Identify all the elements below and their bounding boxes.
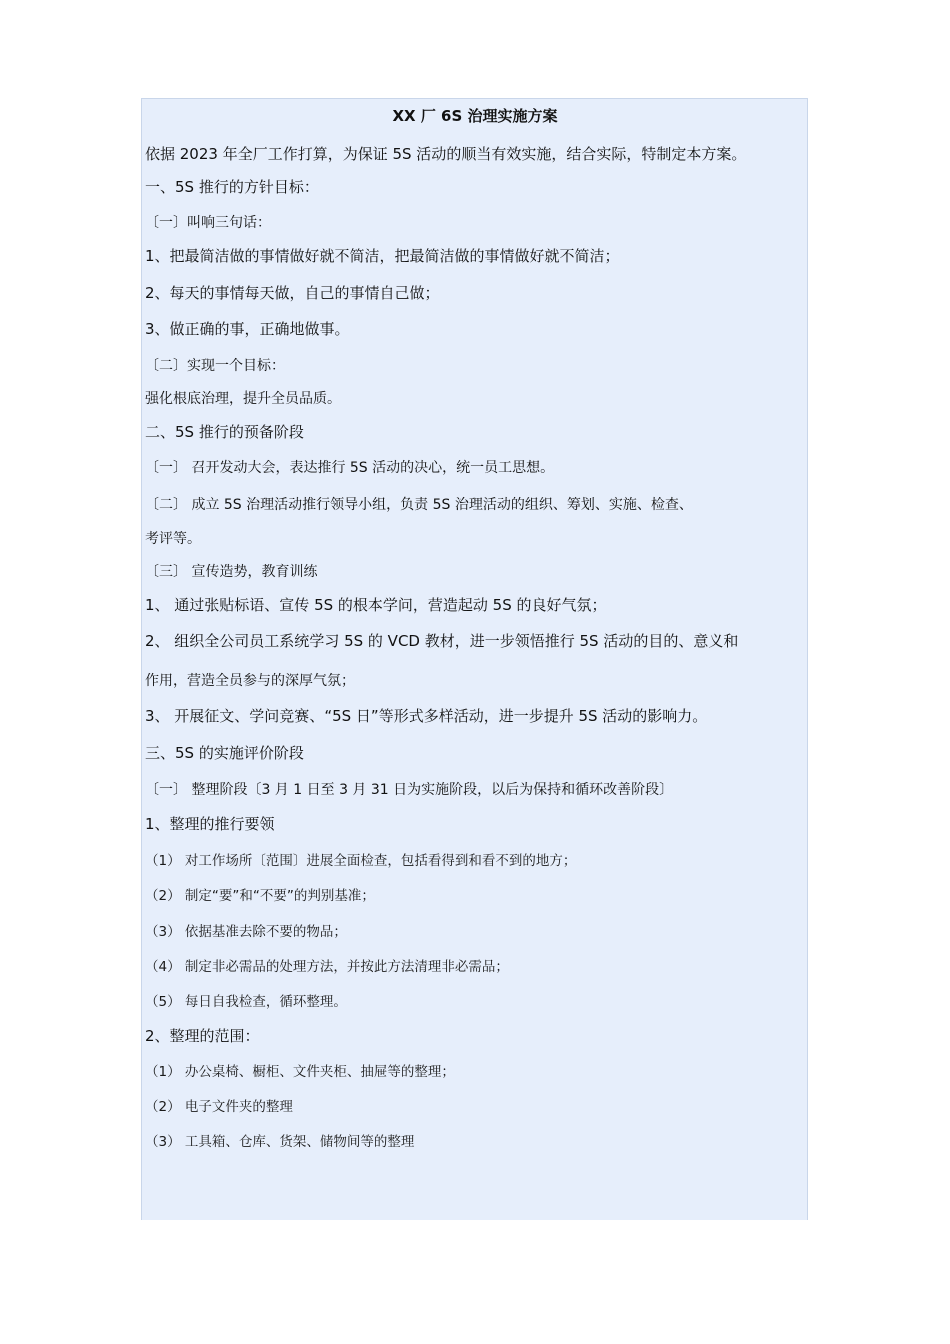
section3-p1: 〔一〕 整理阶段〔3 月 1 日至 3 月 31 日为实施阶段，以后为保持和循环改善阶段〕 [145,782,674,798]
section2-p3: 〔三〕 宣传造势，教育训练 [145,564,318,580]
intro-paragraph: 依据 2023 年全厂工作打算，为保证 5S 活动的顺当有效实施，结合实际，特制定本方案。 [145,145,747,163]
section1-sub2: 〔二〕实现一个目标： [145,358,285,374]
section3-heading2: 2、整理的范围： [145,1027,260,1045]
section2-item1: 1、 通过张贴标语、宣传 5S 的根本学问，营造起动 5S 的良好气氛； [145,596,607,614]
section2-p2-line2: 考评等。 [145,531,201,547]
section2-heading: 二、5S 推行的预备阶段 [145,423,304,441]
section3-scope1: （1） 办公桌椅、橱柜、文件夹柜、抽屉等的整理； [145,1064,455,1080]
section3-rule4: （4） 制定非必需品的处理方法，并按此方法清理非必需品； [145,959,509,975]
section2-item2-line1: 2、 组织全公司员工系统学习 5S 的 VCD 教材，进一步领悟推行 5S 活动的目的、意义和 [145,632,739,650]
section3-rule3: （3） 依据基准去除不要的物品； [145,924,347,940]
section1-item1: 1、把最简洁做的事情做好就不简洁，把最简洁做的事情做好就不简洁； [145,247,620,265]
section3-scope3: （3） 工具箱、仓库、货架、储物间等的整理 [145,1134,415,1150]
section3-rule5: （5） 每日自我检查，循环整理。 [145,994,347,1010]
section1-item2: 2、每天的事情每天做，自己的事情自己做； [145,284,440,302]
section1-goal: 强化根底治理，提升全员品质。 [145,391,341,407]
section1-sub1: 〔一〕叫响三句话： [145,215,271,231]
section2-item2-line2: 作用，营造全员参与的深厚气氛； [145,673,355,689]
section2-item3: 3、 开展征文、学问竞赛、“5S 日”等形式多样活动，进一步提升 5S 活动的影响力。 [145,707,708,725]
section1-item3: 3、做正确的事，正确地做事。 [145,320,350,338]
section3-heading: 三、5S 的实施评价阶段 [145,744,304,762]
section3-rule2: （2） 制定“要”和“不要”的判别基准； [145,888,375,904]
content-panel [141,98,808,1220]
section2-p2-line1: 〔二〕 成立 5S 治理活动推行领导小组，负责 5S 治理活动的组织、筹划、实施、检查、 [145,497,693,513]
section1-heading: 一、5S 推行的方针目标： [145,178,319,196]
section3-scope2: （2） 电子文件夹的整理 [145,1099,293,1115]
section3-rule1: （1） 对工作场所〔范围〕进展全面检查，包括看得到和看不到的地方； [145,853,577,869]
section2-p1: 〔一〕 召开发动大会，表达推行 5S 活动的决心，统一员工思想。 [145,460,555,476]
section3-heading1: 1、整理的推行要领 [145,815,275,833]
document-title: XX 厂 6S 治理实施方案 [392,107,558,125]
